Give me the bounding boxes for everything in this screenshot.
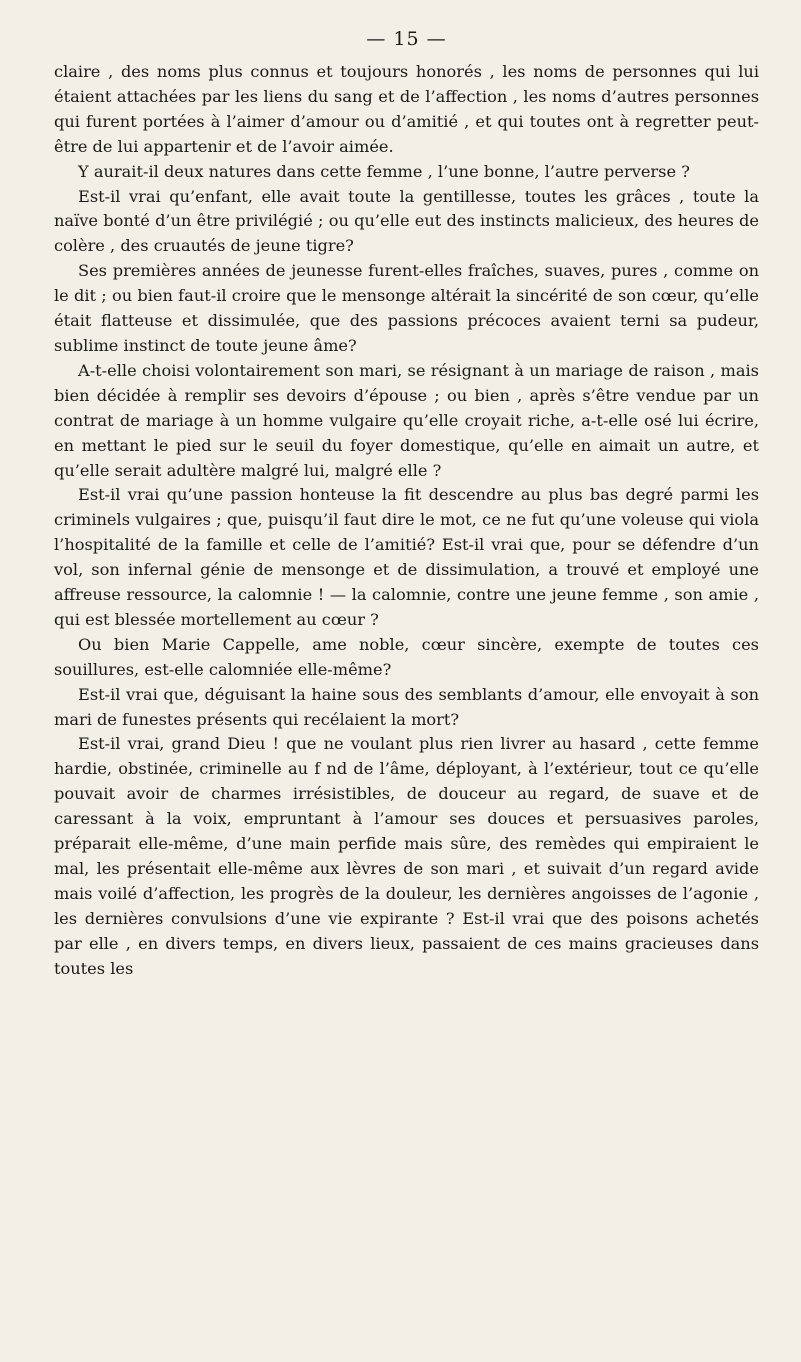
- paragraph: Est-il vrai qu’enfant, elle avait toute la gentillesse, toutes les grâces , toute la naïve bonté d’un être privilégié ; ou qu’elle eut des instincts malicieux, des heures de colère , des cruautés de jeune tigre?: [54, 186, 759, 256]
- paragraph: Y aurait-il deux natures dans cette femme , l’une bonne, l’autre perverse ?: [78, 161, 690, 181]
- page-number: — 15 —: [366, 28, 447, 50]
- paragraph: Est-il vrai, grand Dieu ! que ne voulant plus rien livrer au hasard , cette femme hardie, obstinée, criminelle au f nd de l’âme, déployant, à l’extérieur, tout ce qu’elle pouvait avoir de charmes irrésistibles, de douceur au regard, de suave et de caressant à la voix, empruntant à l’amour ses douces et persuasives paroles, préparait elle-même, d’une main perfide mais sûre, des remèdes qui empiraient le mal, les présentait elle-même aux lèvres de son mari , et suivait d’un regard avide mais voilé d’affection, les progrès de la douleur, les dernières angoisses de l’agonie , les dernières convulsions d’une vie expirante ? Est-il vrai que des poisons achetés par elle , en divers temps, en divers lieux, passaient de ces mains gracieuses dans toutes les: [54, 734, 759, 978]
- body-text: [54, 60, 759, 982]
- paragraph: Est-il vrai qu’une passion honteuse la fit descendre au plus bas degré parmi les criminels vulgaires ; que, puisqu’il faut dire le mot, ce ne fut qu’une voleuse qui viola l’hospitalité de la famille et celle de l’amitié? Est-il vrai que, pour se défendre d’un vol, son infernal génie de mensonge et de dissimulation, a trouvé et employé une affreuse ressource, la calomnie ! — la calomnie, contre une jeune femme , son amie , qui est blessée mortellement au cœur ?: [54, 485, 759, 629]
- paragraph: Ou bien Marie Cappelle, ame noble, cœur sincère, exempte de toutes ces souillures, est-elle calomniée elle-même?: [54, 634, 759, 679]
- paragraph: A-t-elle choisi volontairement son mari, se résignant à un mariage de raison , mais bien décidée à remplir ses devoirs d’épouse ; ou bien , après s’être vendue par un contrat de mariage à un homme vulgaire qu’elle croyait riche, a-t-elle osé lui écrire, en mettant le pied sur le seuil du foyer domestique, qu’elle en aimait un autre, et qu’elle serait adultère malgré lui, malgré elle ?: [54, 360, 759, 480]
- paragraph: Est-il vrai que, déguisant la haine sous des semblants d’amour, elle envoyait à son mari de funestes présents qui recélaient la mort?: [54, 684, 759, 729]
- paragraph: Ses premières années de jeunesse furent-elles fraîches, suaves, pures , comme on le dit ; ou bien faut-il croire que le mensonge altérait la sincérité de son cœur, qu’elle était flatteuse et dissimulée, que des passions précoces avaient terni sa pudeur, sublime instinct de toute jeune âme?: [54, 261, 759, 355]
- paragraph-continuation: claire , des noms plus connus et toujours honorés , les noms de personnes qui lui étaient attachées par les liens du sang et de l’affection , les noms d’autres personnes qui furent portées à l’aimer d’amour ou d’amitié , et qui toutes ont à regretter peut-être de lui appartenir et de l’avoir aimée.: [54, 62, 759, 156]
